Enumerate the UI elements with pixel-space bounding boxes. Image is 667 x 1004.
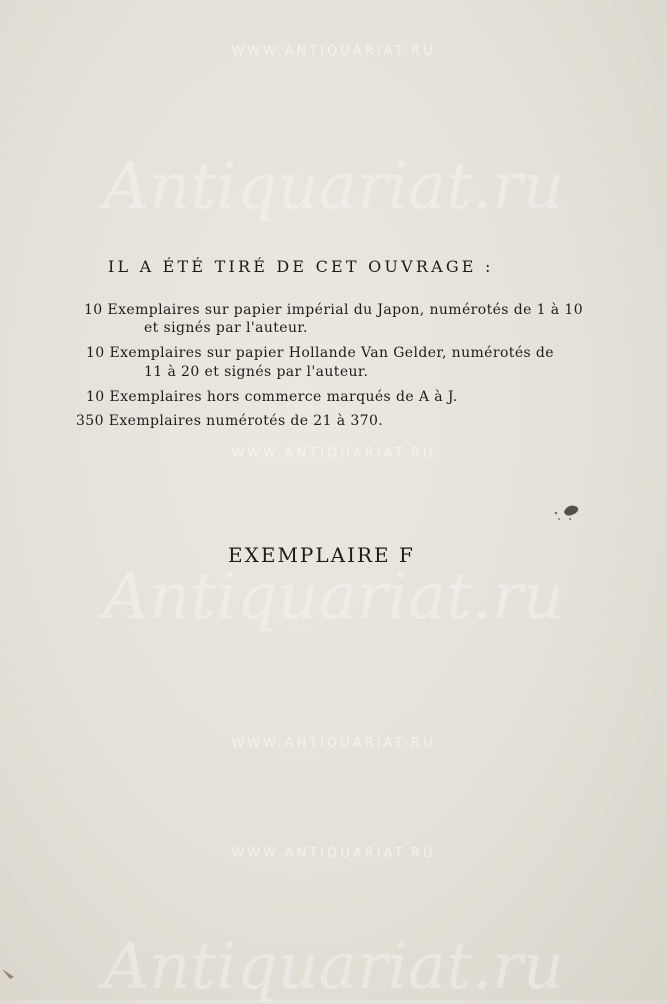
- ink-blot-icon: [550, 500, 584, 522]
- watermark-script: Antiquariat.ru: [102, 150, 565, 224]
- watermark-script: Antiquariat.ru: [102, 930, 565, 1004]
- edition-line: 350 Exemplaires numérotés de 21 à 370.: [76, 413, 384, 429]
- watermark-url: WWW.ANTIQUARIAT.RU: [231, 736, 436, 751]
- edition-line: 10 Exemplaires hors commerce marqués de A à J.: [86, 389, 458, 405]
- watermark-script: Antiquariat.ru: [102, 560, 565, 634]
- colophon-heading: IL A ÉTÉ TIRÉ DE CET OUVRAGE :: [108, 257, 494, 276]
- edition-line: 10 Exemplaires sur papier impérial du Japon, numérotés de 1 à 10: [84, 302, 584, 318]
- edition-line-continued: et signés par l'auteur.: [144, 320, 308, 336]
- copy-designation: EXEMPLAIRE F: [228, 543, 415, 567]
- edition-line-continued: 11 à 20 et signés par l'auteur.: [144, 364, 369, 380]
- watermark-url: WWW.ANTIQUARIAT.RU: [231, 846, 436, 861]
- edition-line: 10 Exemplaires sur papier Hollande Van Gelder, numérotés de: [86, 345, 554, 361]
- watermark-url: WWW.ANTIQUARIAT.RU: [231, 446, 436, 461]
- watermark-url: WWW.ANTIQUARIAT.RU: [231, 44, 436, 59]
- page-corner-mark-icon: [0, 965, 20, 985]
